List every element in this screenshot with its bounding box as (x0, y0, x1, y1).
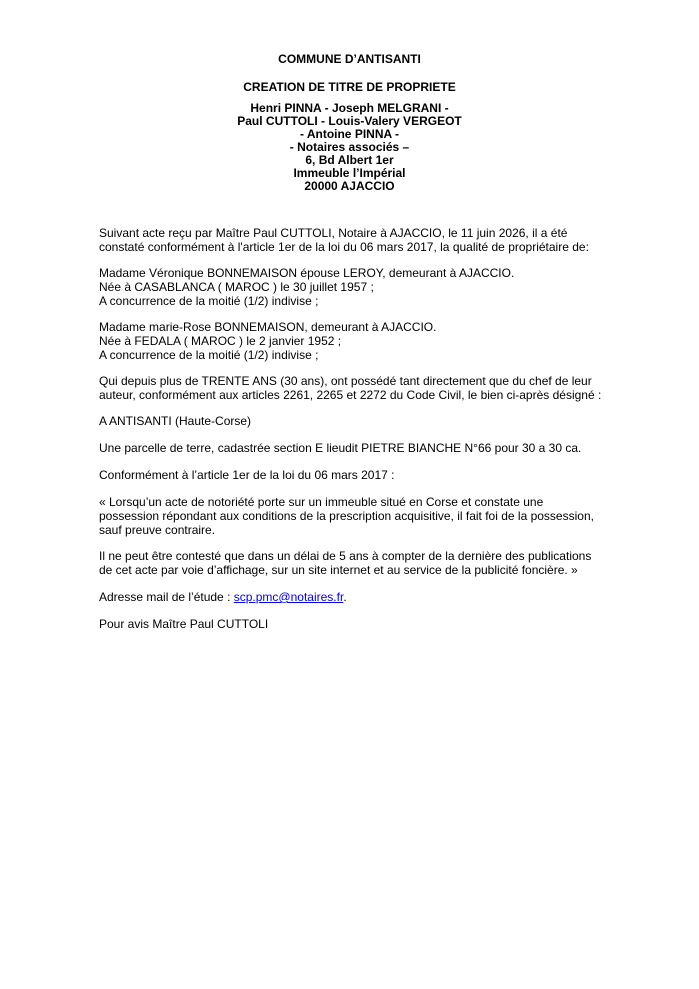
quote-line: Il ne peut être contesté que dans un délai de 5 ans à compter de la dernière des publications (99, 549, 592, 563)
parcel-description: Une parcelle de terre, cadastrée section E lieudit PIETRE BIANCHE N°66 pour 30 a 30 ca. (99, 441, 582, 455)
notaires-line: 6, Bd Albert 1er (305, 153, 394, 167)
location-text: A ANTISANTI (Haute-Corse) (99, 414, 252, 428)
email-label: Adresse mail de l’étude : (99, 590, 234, 604)
notaires-line: Henri PINNA - Joseph MELGRANI - (250, 101, 449, 115)
law-intro: Conformément à l’article 1er de la loi du 06 mars 2017 : (99, 468, 395, 482)
notaires-line: - Notaires associés – (289, 140, 410, 154)
owner-line: Née à FEDALA ( MAROC ) le 2 janvier 1952 ; (99, 334, 342, 348)
owner-line: Née à CASABLANCA ( MAROC ) le 30 juillet 1957 ; (99, 280, 374, 294)
email-suffix: . (343, 590, 347, 604)
possession-line: Qui depuis plus de TRENTE ANS (30 ans), ont possédé tant directement que du chef de leur (99, 374, 592, 388)
quote-line: « Lorsqu’un acte de notoriété porte sur un immeuble situé en Corse et constate une (99, 495, 544, 509)
law-quote-2 (99, 549, 619, 577)
owner-line: Madame marie-Rose BONNEMAISON, demeurant à AJACCIO. (99, 320, 437, 334)
notaires-block (0, 102, 699, 193)
notaires-line: - Antoine PINNA - (299, 127, 400, 141)
notaires-line: 20000 AJACCIO (304, 179, 395, 193)
quote-line: sauf preuve contraire. (99, 523, 216, 537)
commune-heading: COMMUNE D’ANTISANTI (278, 52, 421, 66)
email-line (99, 590, 619, 604)
owner-line: Madame Véronique BONNEMAISON épouse LEROY, demeurant à AJACCIO. (99, 266, 515, 280)
quote-line: possession répondant aux conditions de la prescription acquisitive, il fait foi de la possession, (99, 509, 594, 523)
quote-line: de cet acte par voie d’affichage, sur un site internet et au service de la publicité foncière. » (99, 563, 578, 577)
intro-line: Suivant acte reçu par Maître Paul CUTTOLI, Notaire à AJACCIO, le 11 juin 2026, il a été (99, 226, 568, 240)
possession-line: auteur, conformément aux articles 2261, 2265 et 2272 du Code Civil, le bien ci-après désigné : (99, 388, 602, 402)
intro-paragraph (99, 226, 619, 254)
owner-line: A concurrence de la moitié (1/2) indivise ; (99, 294, 319, 308)
signature-text: Pour avis Maître Paul CUTTOLI (99, 617, 269, 631)
email-link[interactable]: scp.pmc@notaires.fr (233, 590, 344, 604)
intro-line: constaté conformément à l'article 1er de la loi du 06 mars 2017, la qualité de propriétaire de: (99, 240, 589, 254)
owner-paragraph-2 (99, 320, 619, 362)
notaires-line: Immeuble l’Impérial (293, 166, 406, 180)
owner-line: A concurrence de la moitié (1/2) indivise ; (99, 348, 319, 362)
document-title: CREATION DE TITRE DE PROPRIETE (243, 80, 456, 94)
owner-paragraph-1 (99, 266, 619, 308)
notaires-line: Paul CUTTOLI - Louis-Valery VERGEOT (237, 114, 462, 128)
law-quote-1 (99, 495, 619, 537)
possession-paragraph (99, 374, 619, 402)
